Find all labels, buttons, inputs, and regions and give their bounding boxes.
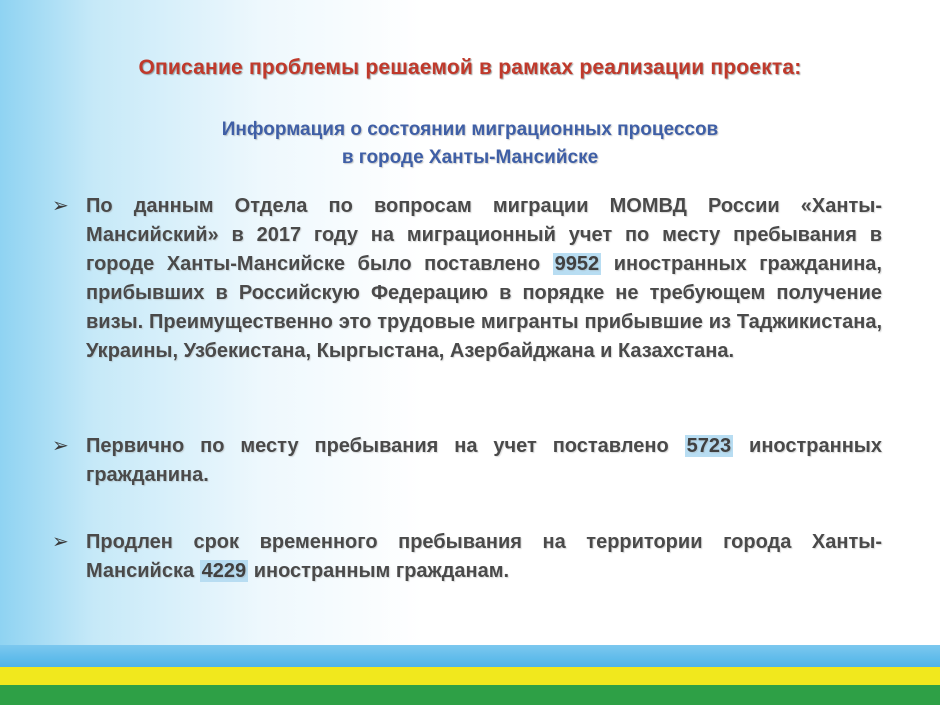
bullet-item-registration <box>52 192 882 366</box>
bullet-text-before: По данным Отдела по вопросам миграции МОМВД России «Ханты-Мансийский» в 2017 году на миграционный учет по месту пребывания в городе Ханты-Мансийске было поставлено <box>86 195 882 275</box>
highlighted-number: 4229 <box>201 560 247 582</box>
highlighted-number: 5723 <box>686 435 732 457</box>
arrow-bullet-icon: ➢ <box>52 435 69 457</box>
bullet-text <box>86 192 882 366</box>
subtitle-line-1: Информация о состоянии миграционных процессов <box>221 119 719 140</box>
footer-stripe-yellow <box>0 667 940 685</box>
bullet-text-after: иностранных гражданина. <box>86 435 882 486</box>
bullet-text <box>86 432 882 490</box>
highlighted-number: 9952 <box>554 253 600 275</box>
slide-title: Описание проблемы решаемой в рамках реализации проекта: <box>138 56 802 79</box>
arrow-bullet-icon: ➢ <box>52 195 69 217</box>
bullet-text <box>86 528 882 586</box>
slide-subtitle <box>60 116 880 172</box>
bullet-text-after: иностранных гражданина, прибывших в Российскую Федерацию в порядке не требующем получение визы. Преимущественно это трудовые мигранты прибывшие из Таджикистана, Украины, Узбекистана, Кыргыстана, Азербайджана и Казахстана. <box>86 253 882 362</box>
bullet-text-before: Первично по месту пребывания на учет поставлено <box>86 435 685 457</box>
bullet-item-primary-registration <box>52 432 882 490</box>
bullet-text-before: Продлен срок временного пребывания на территории города Ханты-Мансийска <box>86 531 882 582</box>
bullet-item-extended-stay <box>52 528 882 586</box>
bullet-text-after: иностранным гражданам. <box>248 560 510 582</box>
arrow-bullet-icon: ➢ <box>52 531 69 553</box>
footer-stripe-green <box>0 685 940 705</box>
footer-stripe-blue <box>0 645 940 667</box>
subtitle-line-2: в городе Ханты-Мансийске <box>341 147 599 168</box>
